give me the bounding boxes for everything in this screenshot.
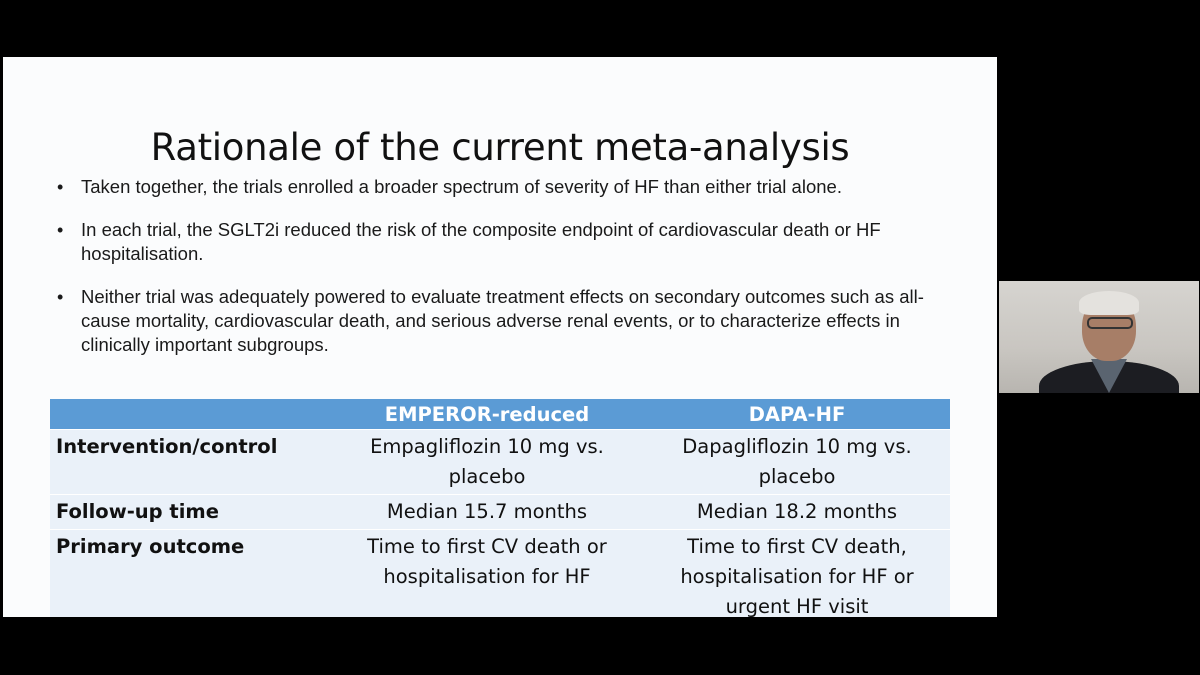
table-cell: Median 15.7 months (330, 495, 644, 530)
presentation-slide (3, 57, 997, 617)
speaker-video-thumbnail[interactable] (999, 281, 1199, 393)
row-label: Intervention/control (50, 430, 330, 495)
table-header-row (50, 399, 950, 430)
trial-comparison-table (50, 399, 950, 617)
slide-title: Rationale of the current meta-analysis (150, 125, 850, 169)
bullet-item: • In each trial, the SGLT2i reduced the risk of the composite endpoint of cardiovascular death or HF hospitalisation. (55, 218, 955, 266)
table-cell: Time to first CV death, hospitalisation for HF or urgent HF visit (644, 530, 950, 618)
table-cell: Median 18.2 months (644, 495, 950, 530)
bullet-item: • Taken together, the trials enrolled a broader spectrum of severity of HF than either trial alone. (55, 175, 955, 199)
row-label: Follow-up time (50, 495, 330, 530)
speaker-glasses (1087, 317, 1133, 329)
table-header-cell: EMPEROR-reduced (330, 399, 644, 430)
table-row (50, 495, 950, 530)
table-cell: Empagliflozin 10 mg vs. placebo (330, 430, 644, 495)
row-label: Primary outcome (50, 530, 330, 618)
table-header-cell (50, 399, 330, 430)
speaker-hair (1079, 291, 1139, 315)
table-cell: Dapagliflozin 10 mg vs. placebo (644, 430, 950, 495)
bullet-item: • Neither trial was adequately powered to evaluate treatment effects on secondary outcomes such as all-cause mortality, cardiovascular death, and serious adverse renal events, or to characterize effects in clinically important subgroups. (55, 285, 955, 357)
table-row (50, 430, 950, 495)
table-cell: Time to first CV death or hospitalisation for HF (330, 530, 644, 618)
table-header-cell: DAPA-HF (644, 399, 950, 430)
bullet-list (55, 175, 955, 376)
table-row (50, 530, 950, 618)
